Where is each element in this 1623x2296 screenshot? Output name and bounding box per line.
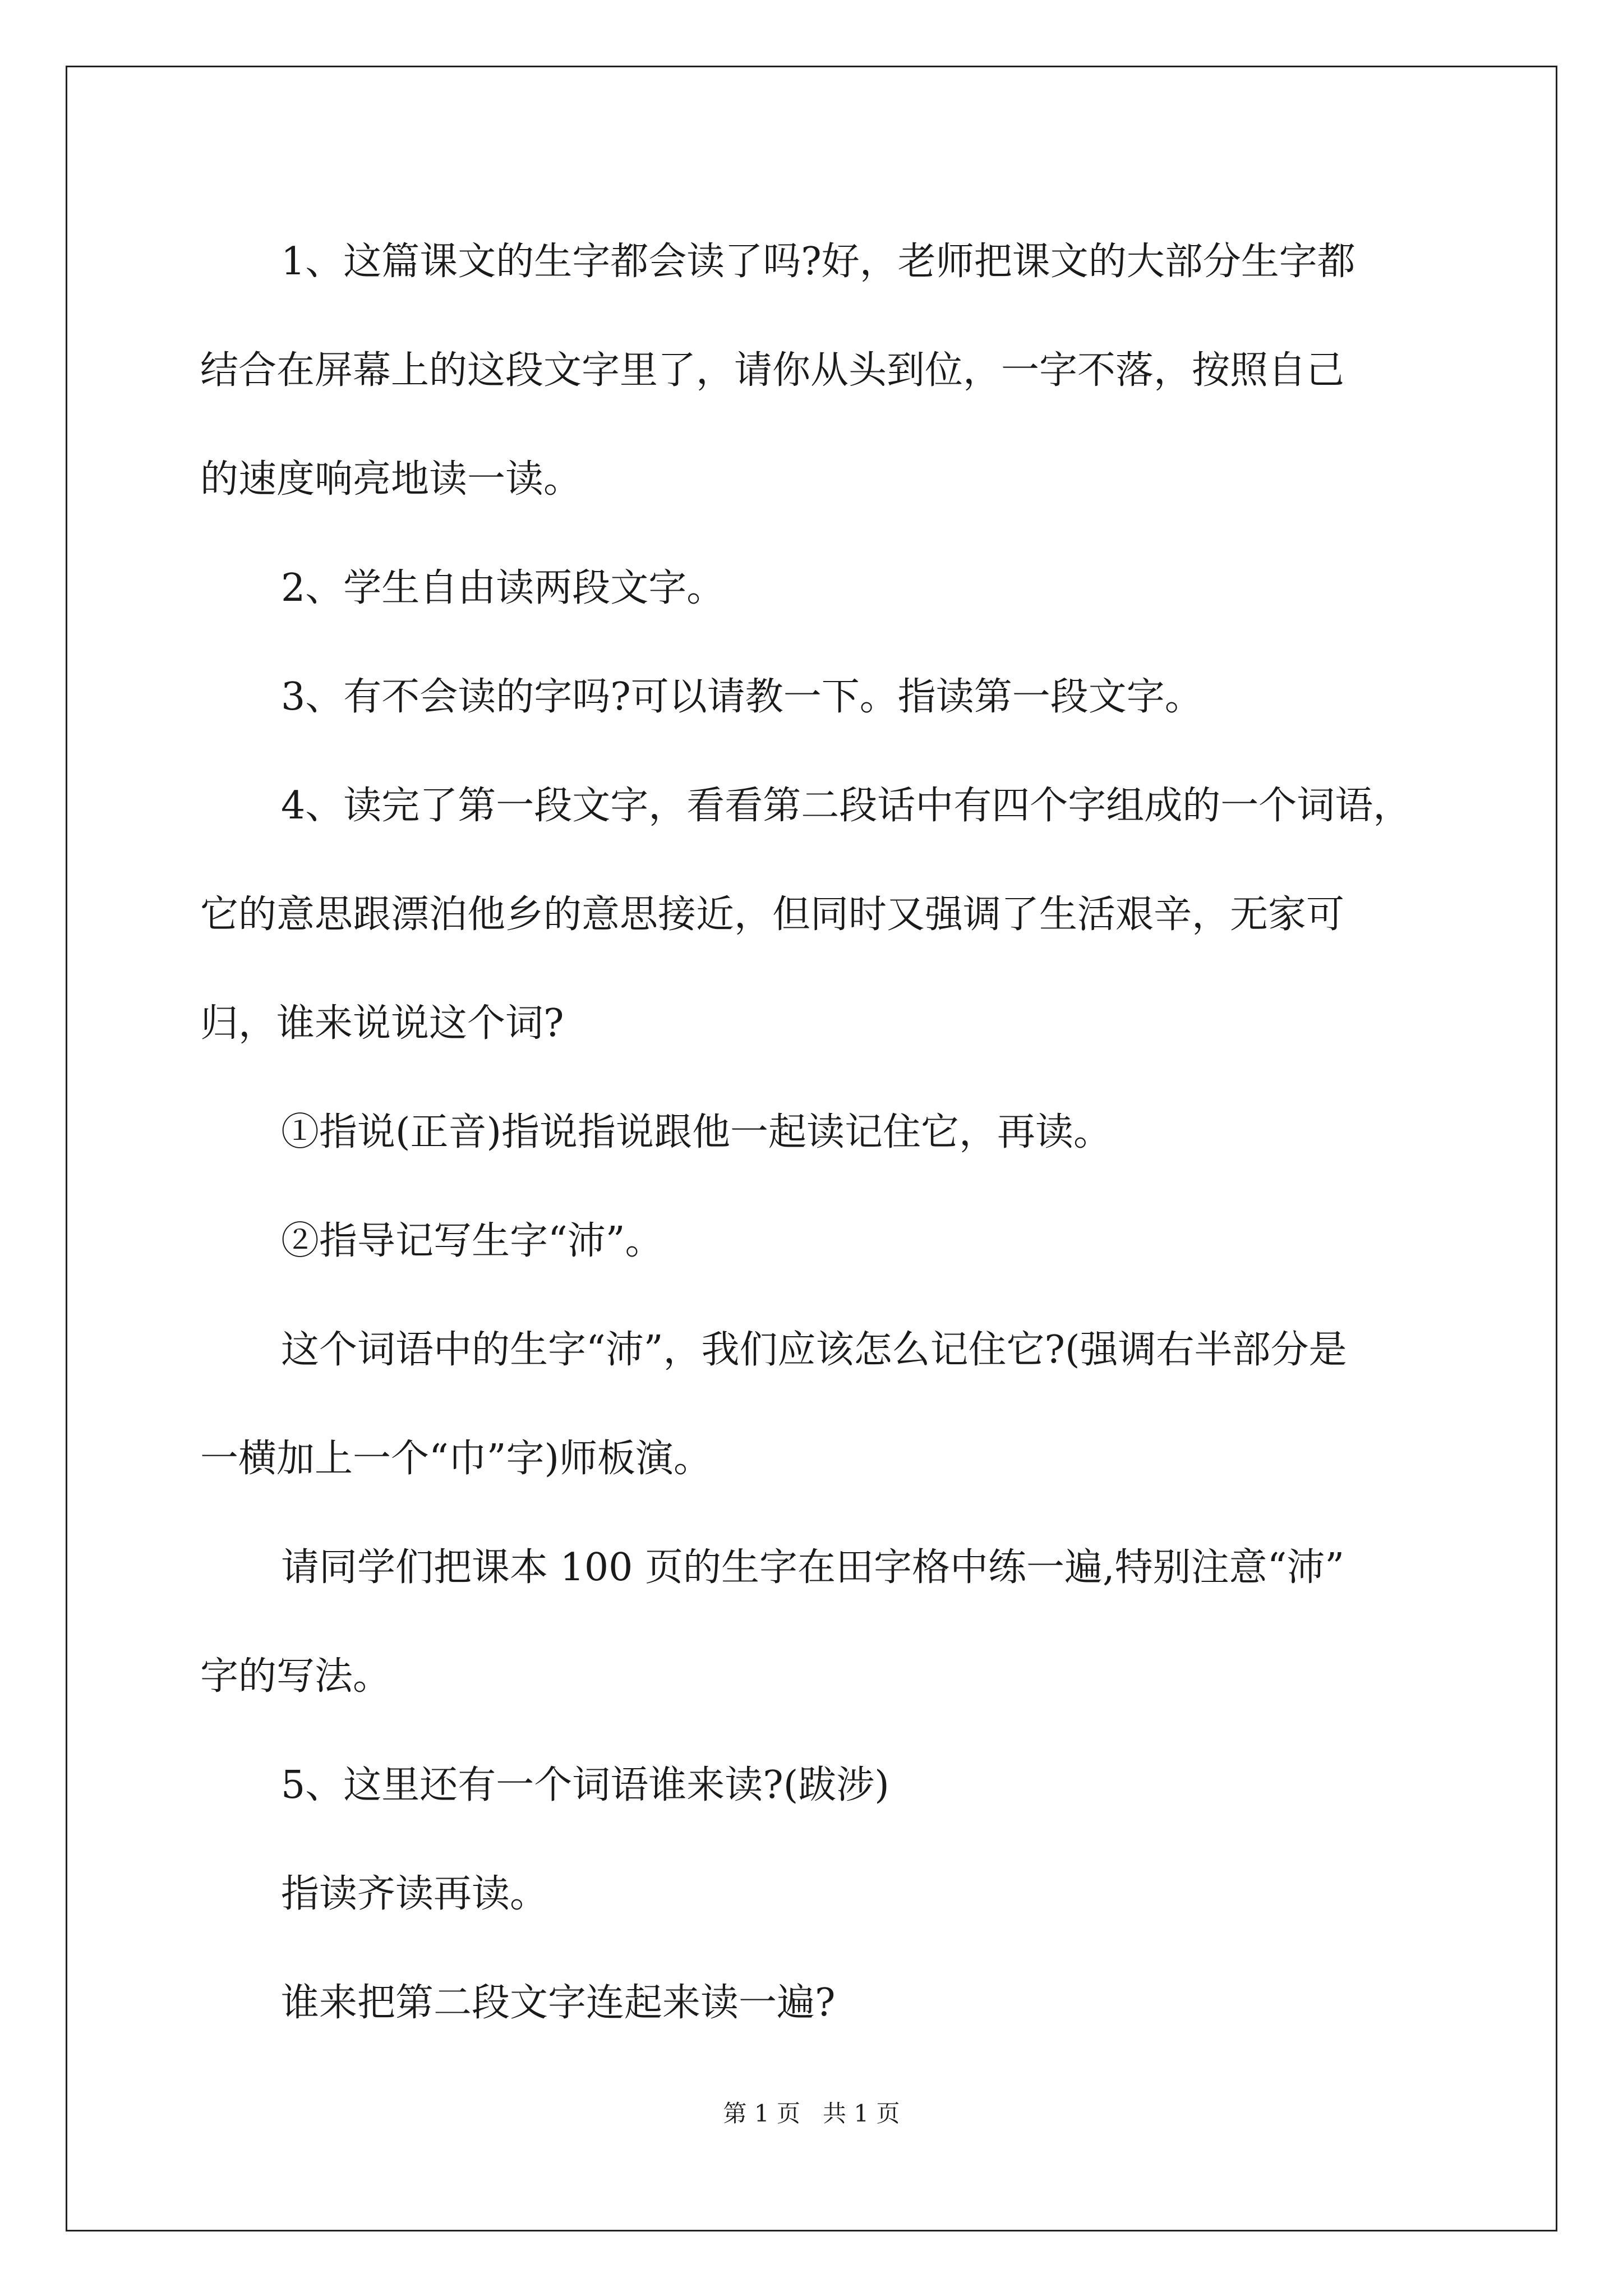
page-footer: 第 1 页 共 1 页 (723, 2100, 900, 2127)
text-line: 一横加上一个“巾”字)师板演。 (200, 1437, 712, 1481)
text-line: 1、这篇课文的生字都会读了吗?好，老师把课文的大部分生字都 (281, 240, 1355, 284)
text-line: 请同学们把课本 100 页的生字在田字格中练一遍,特别注意“沛” (281, 1545, 1345, 1590)
text-line: 它的意思跟漂泊他乡的意思接近，但同时又强调了生活艰辛，无家可 (200, 892, 1345, 937)
text-line: 4、读完了第一段文字，看看第二段话中有四个字组成的一个词语， (281, 784, 1412, 828)
text-line: 2、学生自由读两段文字。 (281, 566, 725, 610)
text-line: 归，谁来说说这个词? (200, 1001, 564, 1046)
text-line: 字的写法。 (200, 1654, 391, 1699)
text-line: 5、这里还有一个词语谁来读?(跋涉) (281, 1763, 889, 1807)
text-line: ①指说(正音)指说指说跟他一起读记住它，再读。 (281, 1110, 1112, 1154)
text-line: 这个词语中的生字“沛”，我们应该怎么记住它?(强调右半部分是 (281, 1328, 1347, 1372)
text-line: 的速度响亮地读一读。 (200, 457, 582, 501)
text-line: 指读齐读再读。 (281, 1872, 548, 1916)
document-body (200, 208, 1434, 2058)
text-line: ②指导记写生字“沛”。 (281, 1219, 663, 1263)
text-line: 结合在屏幕上的这段文字里了，请你从头到位，一字不落，按照自己 (200, 348, 1345, 393)
text-line: 谁来把第二段文字连起来读一遍? (281, 1981, 836, 2025)
text-line: 3、有不会读的字吗?可以请教一下。指读第一段文字。 (281, 675, 1203, 719)
